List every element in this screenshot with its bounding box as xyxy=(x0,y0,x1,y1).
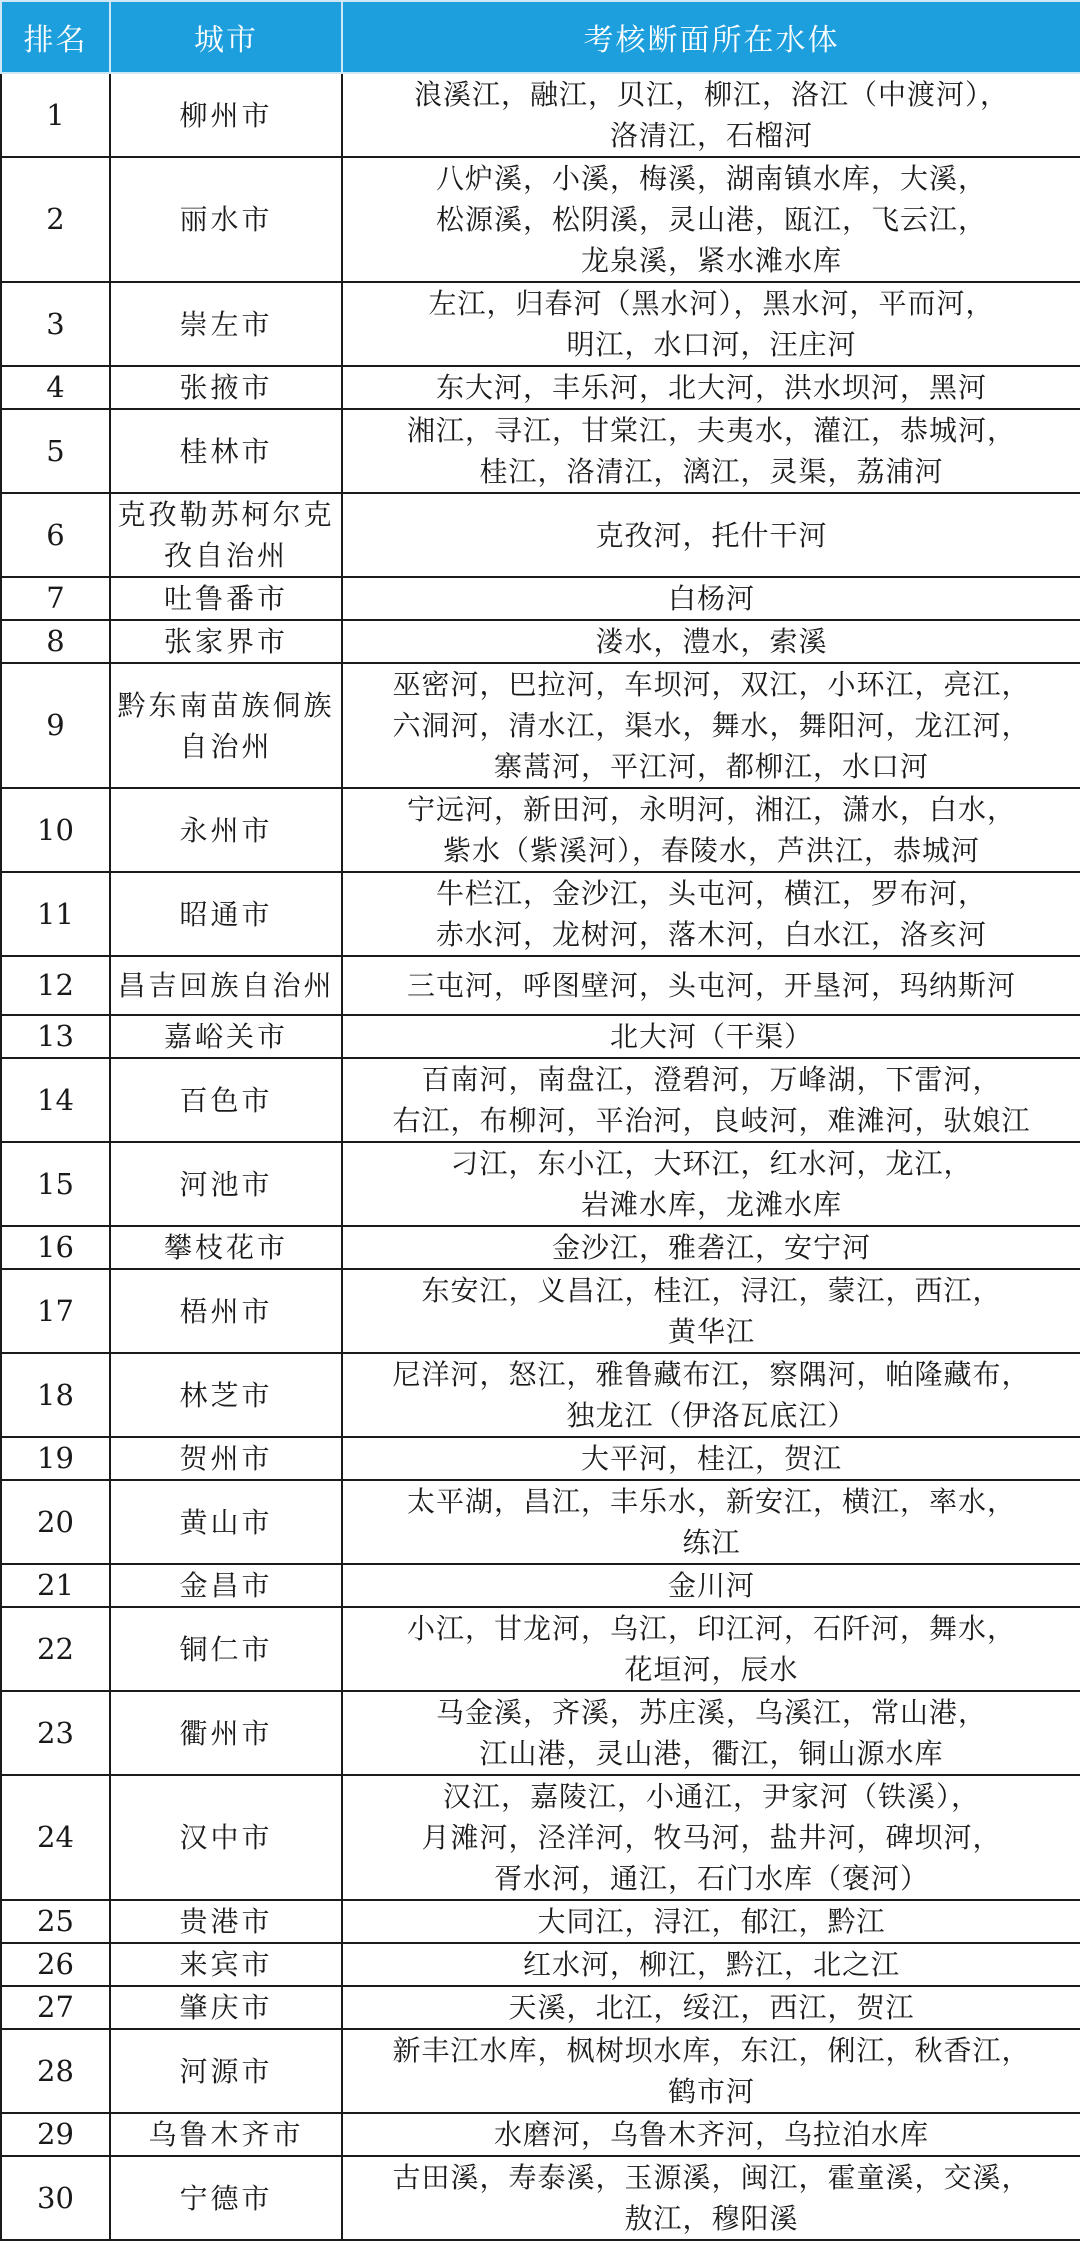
water-body-line: 溇水，澧水，索溪 xyxy=(595,625,828,658)
water-body-cell xyxy=(342,157,1080,282)
water-body-line: 花垣河，辰水 xyxy=(624,1653,799,1686)
water-body-line: 八炉溪，小溪，梅溪，湖南镇水库，大溪， xyxy=(435,162,987,195)
table-row xyxy=(1,1943,1080,1986)
table-row xyxy=(1,493,1080,577)
table-row xyxy=(1,1142,1080,1226)
city-cell: 吐鲁番市 xyxy=(110,577,342,620)
water-body-line: 克孜河，托什干河 xyxy=(595,518,828,552)
rank-cell: 5 xyxy=(1,409,110,493)
city-cell: 黄山市 xyxy=(110,1480,342,1564)
water-body-cell xyxy=(342,1986,1080,2029)
water-body-line: 宁远河，新田河，永明河，湘江，潇水，白水， xyxy=(406,793,1016,826)
water-body-cell xyxy=(342,1058,1080,1142)
water-body-line: 金川河 xyxy=(667,1569,755,1602)
city-cell: 汉中市 xyxy=(110,1775,342,1900)
water-body-line: 六洞河，清水江，渠水，舞水，舞阳河，龙江河， xyxy=(392,709,1031,742)
table-row xyxy=(1,73,1080,157)
city-cell: 张掖市 xyxy=(110,366,342,409)
table-header xyxy=(1,1,1080,73)
table-row xyxy=(1,1564,1080,1607)
water-body-line: 天溪，北江，绥江，西江，贺江 xyxy=(508,1991,915,2024)
water-body-line: 东安江，义昌江，桂江，浔江，蒙江，西江， xyxy=(421,1274,1002,1307)
rank-cell: 18 xyxy=(1,1353,110,1437)
rank-cell: 20 xyxy=(1,1480,110,1564)
water-body-line: 左江，归春河（黑水河），黑水河，平而河， xyxy=(428,287,995,320)
city-cell: 百色市 xyxy=(110,1058,342,1142)
water-body-cell xyxy=(342,1900,1080,1943)
rank-cell: 25 xyxy=(1,1900,110,1943)
water-body-cell xyxy=(342,282,1080,366)
city-cell: 昭通市 xyxy=(110,872,342,956)
rank-cell: 14 xyxy=(1,1058,110,1142)
header-water-body: 考核断面所在水体 xyxy=(342,1,1080,73)
table-row xyxy=(1,872,1080,956)
table-row xyxy=(1,1226,1080,1269)
city-cell: 贺州市 xyxy=(110,1437,342,1480)
rank-cell: 13 xyxy=(1,1015,110,1058)
rank-cell: 11 xyxy=(1,872,110,956)
rank-cell: 17 xyxy=(1,1269,110,1353)
rank-cell: 2 xyxy=(1,157,110,282)
table-row xyxy=(1,1058,1080,1142)
water-body-line: 江山港，灵山港，衢江，铜山源水库 xyxy=(479,1737,944,1770)
water-body-line: 东大河，丰乐河，北大河，洪水坝河，黑河 xyxy=(435,371,987,404)
water-body-line: 练江 xyxy=(682,1526,741,1559)
water-body-line: 大平河，桂江，贺江 xyxy=(580,1442,842,1475)
water-body-cell xyxy=(342,2113,1080,2156)
table-row xyxy=(1,157,1080,282)
rank-cell: 28 xyxy=(1,2029,110,2113)
city-cell: 张家界市 xyxy=(110,620,342,663)
water-body-cell xyxy=(342,788,1080,872)
water-body-line: 龙泉溪，紧水滩水库 xyxy=(580,244,842,277)
water-body-line: 岩滩水库，龙滩水库 xyxy=(580,1188,842,1221)
water-body-line: 胥水河，通江，石门水库（褒河） xyxy=(493,1862,929,1895)
city-cell: 柳州市 xyxy=(110,73,342,157)
water-body-line: 湘江，寻江，甘棠江，夫夷水，灌江，恭城河， xyxy=(406,414,1016,447)
table-row xyxy=(1,1437,1080,1480)
rank-cell: 27 xyxy=(1,1986,110,2029)
table-row xyxy=(1,409,1080,493)
water-body-line: 洛清江，石榴河 xyxy=(609,119,813,152)
water-body-cell xyxy=(342,1564,1080,1607)
water-body-line: 刁江，东小江，大环江，红水河，龙江， xyxy=(450,1147,973,1180)
water-body-cell xyxy=(342,1437,1080,1480)
table-row xyxy=(1,788,1080,872)
rank-cell: 22 xyxy=(1,1607,110,1691)
water-body-line: 赤水河，龙树河，落木河，白水江，洛亥河 xyxy=(435,918,987,951)
water-body-line: 水磨河，乌鲁木齐河，乌拉泊水库 xyxy=(493,2118,929,2151)
water-body-line: 明江，水口河，汪庄河 xyxy=(566,328,857,361)
water-body-cell xyxy=(342,1480,1080,1564)
table-row xyxy=(1,1015,1080,1058)
city-cell: 肇庆市 xyxy=(110,1986,342,2029)
city-cell: 金昌市 xyxy=(110,1564,342,1607)
water-body-line: 紫水（紫溪河），春陵水，芦洪江，恭城河 xyxy=(442,834,980,867)
water-body-cell xyxy=(342,1691,1080,1775)
table-row xyxy=(1,282,1080,366)
city-cell: 河池市 xyxy=(110,1142,342,1226)
table-row xyxy=(1,1900,1080,1943)
city-cell: 嘉峪关市 xyxy=(110,1015,342,1058)
water-body-cell xyxy=(342,956,1080,1015)
water-body-line: 牛栏江，金沙江，头屯河，横江，罗布河， xyxy=(435,877,987,910)
water-body-line: 黄华江 xyxy=(667,1315,755,1348)
water-body-line: 巫密河，巴拉河，车坝河，双江，小环江，亮江， xyxy=(392,668,1031,701)
water-body-cell xyxy=(342,620,1080,663)
rank-cell: 15 xyxy=(1,1142,110,1226)
rank-cell: 26 xyxy=(1,1943,110,1986)
water-body-cell xyxy=(342,1142,1080,1226)
city-cell: 宁德市 xyxy=(110,2156,342,2240)
rank-cell: 23 xyxy=(1,1691,110,1775)
city-cell: 桂林市 xyxy=(110,409,342,493)
table-row xyxy=(1,2113,1080,2156)
water-body-line: 月滩河，泾洋河，牧马河，盐井河，碑坝河， xyxy=(421,1821,1002,1854)
water-body-line: 浪溪江，融江，贝江，柳江，洛江（中渡河）， xyxy=(413,78,1009,111)
water-body-cell xyxy=(342,1943,1080,1986)
rank-cell: 8 xyxy=(1,620,110,663)
water-body-line: 寨蒿河，平江河，都柳江，水口河 xyxy=(493,750,929,783)
city-cell: 铜仁市 xyxy=(110,1607,342,1691)
water-body-line: 古田溪，寿泰溪，玉源溪，闽江，霍童溪，交溪， xyxy=(392,2161,1031,2194)
table-row xyxy=(1,1480,1080,1564)
table-row xyxy=(1,2156,1080,2240)
city-cell: 永州市 xyxy=(110,788,342,872)
rank-cell: 19 xyxy=(1,1437,110,1480)
water-body-cell xyxy=(342,872,1080,956)
water-body-cell xyxy=(342,1775,1080,1900)
water-body-cell xyxy=(342,1269,1080,1353)
table-row xyxy=(1,1775,1080,1900)
header-row xyxy=(1,1,1080,73)
water-body-line: 右江，布柳河，平治河，良岐河，难滩河，驮娘江 xyxy=(392,1104,1031,1137)
water-body-cell xyxy=(342,1353,1080,1437)
city-cell: 攀枝花市 xyxy=(110,1226,342,1269)
table-row xyxy=(1,1353,1080,1437)
water-body-cell xyxy=(342,493,1080,577)
rank-cell: 1 xyxy=(1,73,110,157)
rank-cell: 6 xyxy=(1,493,110,577)
city-cell: 乌鲁木齐市 xyxy=(110,2113,342,2156)
city-cell: 梧州市 xyxy=(110,1269,342,1353)
water-body-line: 独龙江（伊洛瓦底江） xyxy=(566,1399,857,1432)
water-body-line: 马金溪，齐溪，苏庄溪，乌溪江，常山港， xyxy=(435,1696,987,1729)
table-body xyxy=(1,73,1080,2240)
rank-cell: 16 xyxy=(1,1226,110,1269)
water-body-line: 大同江，浔江，郁江，黔江 xyxy=(537,1905,886,1938)
water-body-cell xyxy=(342,1607,1080,1691)
header-rank: 排名 xyxy=(1,1,110,73)
water-body-line: 汉江，嘉陵江，小通江，尹家河（铁溪）， xyxy=(442,1780,980,1813)
rank-cell: 24 xyxy=(1,1775,110,1900)
water-body-cell xyxy=(342,1015,1080,1058)
water-body-line: 松源溪，松阴溪，灵山港，瓯江，飞云江， xyxy=(435,203,987,236)
water-body-line: 鹤市河 xyxy=(667,2075,755,2108)
rank-cell: 10 xyxy=(1,788,110,872)
water-body-line: 百南河，南盘江，澄碧河，万峰湖，下雷河， xyxy=(421,1063,1002,1096)
rank-cell: 4 xyxy=(1,366,110,409)
city-cell: 河源市 xyxy=(110,2029,342,2113)
water-body-line: 太平湖，昌江，丰乐水，新安江，横江，率水， xyxy=(406,1485,1016,1518)
city-cell: 黔东南苗族侗族自治州 xyxy=(110,663,342,788)
water-body-line: 三屯河，呼图壁河，头屯河，开垦河，玛纳斯河 xyxy=(406,969,1016,1002)
city-cell: 林芝市 xyxy=(110,1353,342,1437)
rank-cell: 29 xyxy=(1,2113,110,2156)
city-cell: 贵港市 xyxy=(110,1900,342,1943)
city-cell: 丽水市 xyxy=(110,157,342,282)
water-body-line: 红水河，柳江，黔江，北之江 xyxy=(522,1948,900,1981)
city-cell: 来宾市 xyxy=(110,1943,342,1986)
table-row xyxy=(1,956,1080,1015)
city-cell: 崇左市 xyxy=(110,282,342,366)
rank-cell: 12 xyxy=(1,956,110,1015)
water-body-cell xyxy=(342,663,1080,788)
table-row xyxy=(1,577,1080,620)
water-body-cell xyxy=(342,73,1080,157)
water-body-line: 小江，甘龙河，乌江，印江河，石阡河，舞水， xyxy=(406,1612,1016,1645)
rank-cell: 7 xyxy=(1,577,110,620)
water-body-line: 敖江，穆阳溪 xyxy=(624,2202,799,2235)
water-body-line: 桂江，洛清江，漓江，灵渠，荔浦河 xyxy=(479,455,944,488)
table-row xyxy=(1,1269,1080,1353)
water-body-cell xyxy=(342,577,1080,620)
table-row xyxy=(1,2029,1080,2113)
table-row xyxy=(1,1607,1080,1691)
table-row xyxy=(1,1986,1080,2029)
water-body-cell xyxy=(342,1226,1080,1269)
water-body-cell xyxy=(342,366,1080,409)
water-body-cell xyxy=(342,2029,1080,2113)
city-cell: 昌吉回族自治州 xyxy=(110,956,342,1015)
rank-cell: 30 xyxy=(1,2156,110,2240)
rank-cell: 3 xyxy=(1,282,110,366)
water-body-line: 白杨河 xyxy=(667,582,755,615)
city-cell: 克孜勒苏柯尔克孜自治州 xyxy=(110,493,342,577)
table-row xyxy=(1,620,1080,663)
table-row xyxy=(1,1691,1080,1775)
water-body-line: 北大河（干渠） xyxy=(609,1020,813,1053)
water-body-line: 新丰江水库，枫树坝水库，东江，俐江，秋香江， xyxy=(392,2034,1031,2067)
rank-cell: 21 xyxy=(1,1564,110,1607)
water-body-cell xyxy=(342,2156,1080,2240)
city-cell: 衢州市 xyxy=(110,1691,342,1775)
water-body-cell xyxy=(342,409,1080,493)
table-row xyxy=(1,663,1080,788)
water-body-line: 金沙江，雅砻江，安宁河 xyxy=(551,1231,871,1264)
header-city: 城市 xyxy=(110,1,342,73)
water-body-line: 尼洋河，怒江，雅鲁藏布江，察隅河，帕隆藏布， xyxy=(392,1358,1031,1391)
table-row xyxy=(1,366,1080,409)
rank-cell: 9 xyxy=(1,663,110,788)
